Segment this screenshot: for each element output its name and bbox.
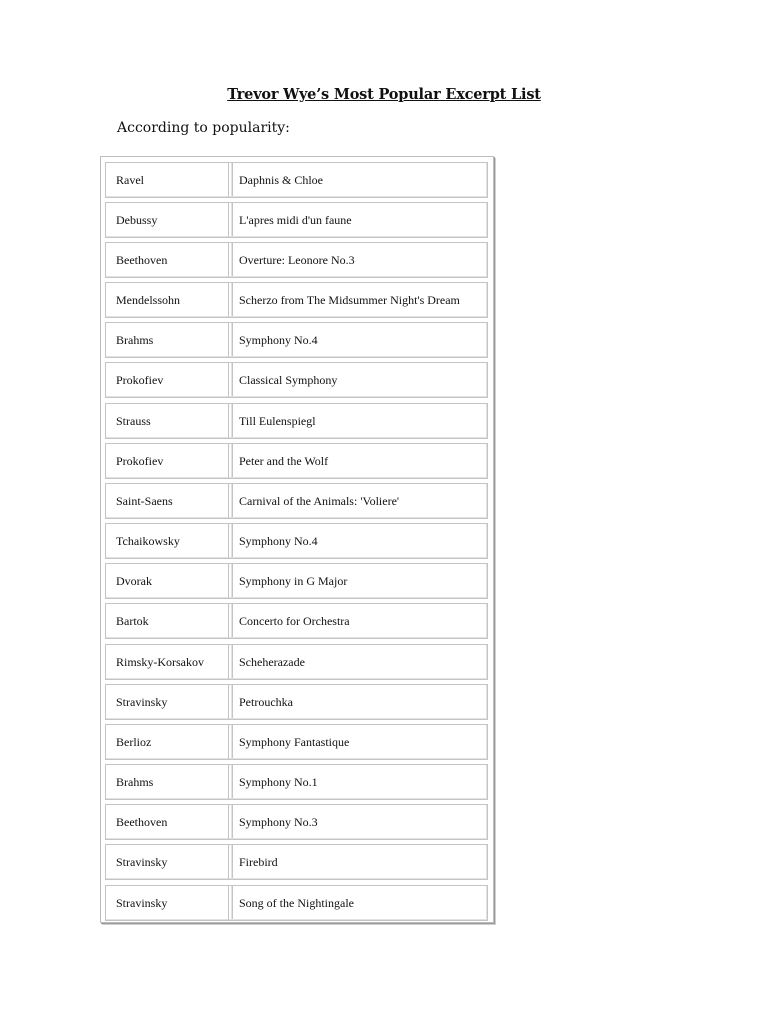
composer-cell: Prokofiev xyxy=(105,443,233,479)
composer-cell: Berlioz xyxy=(105,724,233,760)
work-cell: Firebird xyxy=(228,844,488,880)
composer-cell: Dvorak xyxy=(105,563,233,599)
composer-cell: Bartok xyxy=(105,603,233,639)
work-cell: Symphony No.1 xyxy=(228,764,488,800)
composer-cell: Mendelssohn xyxy=(105,282,233,318)
composer-cell: Strauss xyxy=(105,403,233,439)
work-cell: Daphnis & Chloe xyxy=(228,162,488,198)
composer-cell: Saint-Saens xyxy=(105,483,233,519)
document-title: Trevor Wye’s Most Popular Excerpt List xyxy=(227,86,541,103)
work-cell: Petrouchka xyxy=(228,684,488,720)
work-cell: Song of the Nightingale xyxy=(228,885,488,921)
work-cell: Symphony Fantastique xyxy=(228,724,488,760)
document-subtitle: According to popularity: xyxy=(117,120,290,136)
work-cell: Symphony No.3 xyxy=(228,804,488,840)
composer-cell: Beethoven xyxy=(105,242,233,278)
composer-cell: Brahms xyxy=(105,764,233,800)
work-cell: L'apres midi d'un faune xyxy=(228,202,488,238)
composer-cell: Tchaikowsky xyxy=(105,523,233,559)
excerpt-table xyxy=(100,156,494,923)
work-cell: Peter and the Wolf xyxy=(228,443,488,479)
composer-cell: Beethoven xyxy=(105,804,233,840)
composer-cell: Brahms xyxy=(105,322,233,358)
work-cell: Symphony No.4 xyxy=(228,523,488,559)
composer-cell: Stravinsky xyxy=(105,885,233,921)
composer-cell: Rimsky-Korsakov xyxy=(105,644,233,680)
work-cell: Carnival of the Animals: 'Voliere' xyxy=(228,483,488,519)
work-cell: Classical Symphony xyxy=(228,362,488,398)
composer-cell: Debussy xyxy=(105,202,233,238)
composer-cell: Ravel xyxy=(105,162,233,198)
composer-cell: Prokofiev xyxy=(105,362,233,398)
work-cell: Scherzo from The Midsummer Night's Dream xyxy=(228,282,488,318)
work-cell: Symphony in G Major xyxy=(228,563,488,599)
work-cell: Till Eulenspiegl xyxy=(228,403,488,439)
work-cell: Concerto for Orchestra xyxy=(228,603,488,639)
composer-cell: Stravinsky xyxy=(105,684,233,720)
composer-cell: Stravinsky xyxy=(105,844,233,880)
work-cell: Overture: Leonore No.3 xyxy=(228,242,488,278)
work-cell: Scheherazade xyxy=(228,644,488,680)
work-cell: Symphony No.4 xyxy=(228,322,488,358)
